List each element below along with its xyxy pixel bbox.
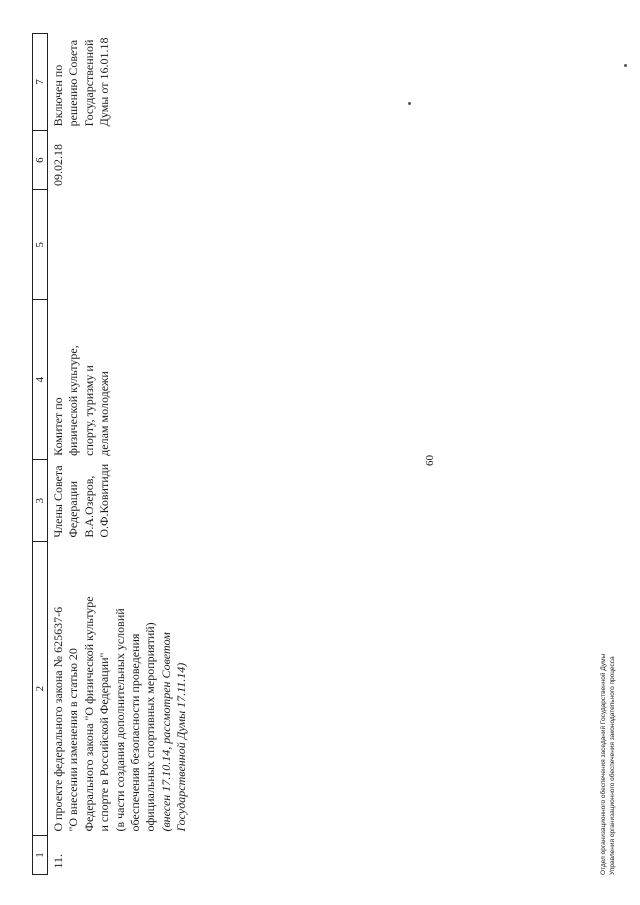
decision-line: решению Совета: [66, 39, 81, 127]
decision-line: Включен по: [51, 64, 66, 127]
column-header-2: 2: [33, 542, 48, 836]
agenda-table: [32, 33, 192, 875]
scan-speck: [408, 102, 411, 105]
column-header-6: 6: [33, 130, 48, 190]
bill-title-line: и спорте в Российской Федерации": [97, 652, 112, 832]
bill-title-line: (в части создания дополнительных условий: [112, 608, 127, 832]
column-header-5: 5: [33, 190, 48, 300]
bill-title-line: обеспечения безопасности проведения: [127, 633, 142, 832]
author-line: Члены Совета: [51, 465, 66, 538]
decision-line: Государственной: [81, 39, 96, 127]
column-header-4: 4: [33, 300, 48, 460]
committee-line: физической культуре,: [66, 345, 81, 456]
committee-cell: [48, 300, 193, 460]
column5-cell: [48, 190, 193, 300]
date-cell: 09.02.18: [51, 143, 66, 186]
column-number-header: [33, 34, 48, 875]
footer-line: Управления организационного обеспечения законодательного процесса: [608, 656, 616, 875]
bill-note-line: Государственной Думы 17.11.14): [173, 662, 188, 832]
column-header-1: 1: [33, 836, 48, 875]
bill-title-line: Федерального закона "О физической культуре: [81, 596, 96, 832]
table-row: [48, 34, 193, 875]
row-number: 11.: [51, 853, 66, 869]
bill-title-cell: [48, 542, 193, 836]
page-number: 60: [424, 455, 436, 466]
bill-note-line: (внесен 17.10.14, рассмотрен Советом: [158, 632, 173, 832]
footer-department: [600, 654, 618, 875]
column-header-7: 7: [33, 34, 48, 131]
scan-speck: [624, 64, 627, 67]
author-line: О.Ф.Ковитиди: [97, 463, 112, 538]
decision-line: Думы от 16.01.18: [97, 37, 112, 127]
author-line: Федерации: [66, 480, 81, 538]
author-line: В.А.Озеров,: [81, 475, 96, 538]
committee-line: спорту, туризму и: [81, 365, 96, 456]
column-header-3: 3: [33, 460, 48, 542]
footer-line: Отдел организационного обеспечения заседаний Государственной Думы: [600, 653, 607, 875]
decision-cell: [48, 34, 193, 131]
committee-line: Комитет по: [51, 397, 66, 456]
bill-title-line: О проекте федерального закона № 625637-6: [51, 606, 66, 832]
bill-title-line: "О внесении изменения в статью 20: [66, 648, 81, 832]
bill-title-line: официальных спортивных мероприятий): [143, 622, 158, 832]
authors-cell: [48, 460, 193, 542]
committee-line: делам молодежи: [97, 371, 112, 456]
